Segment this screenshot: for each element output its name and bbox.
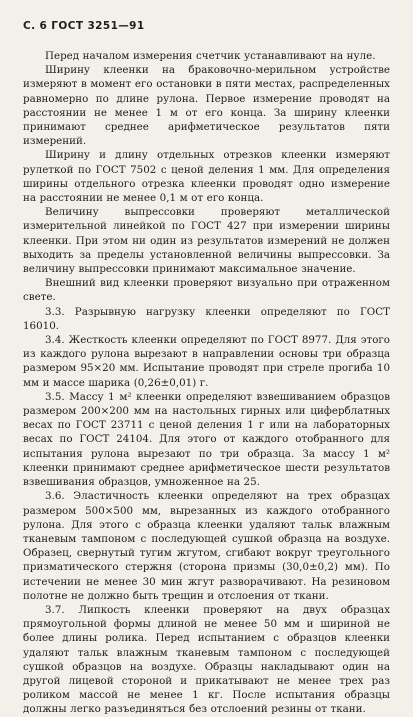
paragraph: Перед началом измерения счетчик устанавливают на нуле. (45, 50, 376, 62)
paragraph: Величину выпрессовки проверяют металлической измерительной линейкой по ГОСТ 427 при измерении ширины клеенки. При этом ни один из результатов измерений не должен выходить за пределы установленной величины выпрессовки. За величину выпрессовки принимают максимальное значение. (23, 206, 390, 276)
paragraph: Ширину клеенки на браковочно-мерильном устройстве измеряют в момент его остановки в пяти местах, распределенных равномерно по длине рулона. Первое измерение проводят на расстоянии не менее 1 м от его конца. За ширину клеенки принимают среднее арифметическое результатов пяти измерений. (23, 64, 390, 148)
paragraph: 3.3. Разрывную нагрузку клеенки определяют по ГОСТ 16010. (23, 305, 390, 332)
body-text (23, 49, 390, 717)
paragraph: 3.6. Эластичность клеенки определяют на трех образцах размером 500×500 мм, вырезанных из каждого отобранного рулона. Для этого с образца клеенки удаляют тальк влажным тканевым тампоном с последующей сушкой образца на воздухе. Образец, свернутый тугим жгутом, сгибают вокруг треугольного призматического стержня (сторона призмы (30,0±0,2) мм). По истечении не менее 30 мин жгут разворачивают. На резиновом полотне не должно быть трещин и отслоения от ткани. (23, 490, 390, 602)
paragraph: Ширину и длину отдельных отрезков клеенки измеряют рулеткой по ГОСТ 7502 с ценой деления 1 мм. Для определения ширины отдельного отрезка клеенки проводят одно измерение на расстоянии не менее 0,1 м от его конца. (23, 149, 390, 205)
paragraph: 3.4. Жесткость клеенки определяют по ГОСТ 8977. Для этого из каждого рулона вырезают в направлении основы три образца размером 95×20 мм. Испытание проводят при стреле прогиба 10 мм и массе шарика (0,26±0,01) г. (23, 334, 390, 389)
page-header: С. 6 ГОСТ 3251—91 (23, 20, 145, 32)
paragraph: 3.7. Липкость клеенки проверяют на двух образцах прямоугольной формы длиной не менее 50 мм и шириной не более длины ролика. Перед испытанием с образцов клеенки удаляют тальк влажным тканевым тампоном с последующей сушкой образцов на воздухе. Образцы накладывают один на другой лицевой стороной и прикатывают не менее трех раз роликом массой не менее 1 кг. После испытания образцы должны легко разъединяться без отслоений резины от ткани. (23, 603, 390, 716)
paragraph: Внешний вид клеенки проверяют визуально при отраженном свете. (23, 277, 390, 304)
paragraph: 3.5. Массу 1 м² клеенки определяют взвешиванием образцов размером 200×200 мм на настольных гирных или циферблатных весах по ГОСТ 23711 с ценой деления 1 г или на лабораторных весах по ГОСТ 24104. Для этого от каждого отобранного для испытания рулона вырезают по три образца. За массу 1 м² клеенки принимают среднее арифметическое шести результатов взвешивания образцов, умноженное на 25. (23, 390, 390, 489)
